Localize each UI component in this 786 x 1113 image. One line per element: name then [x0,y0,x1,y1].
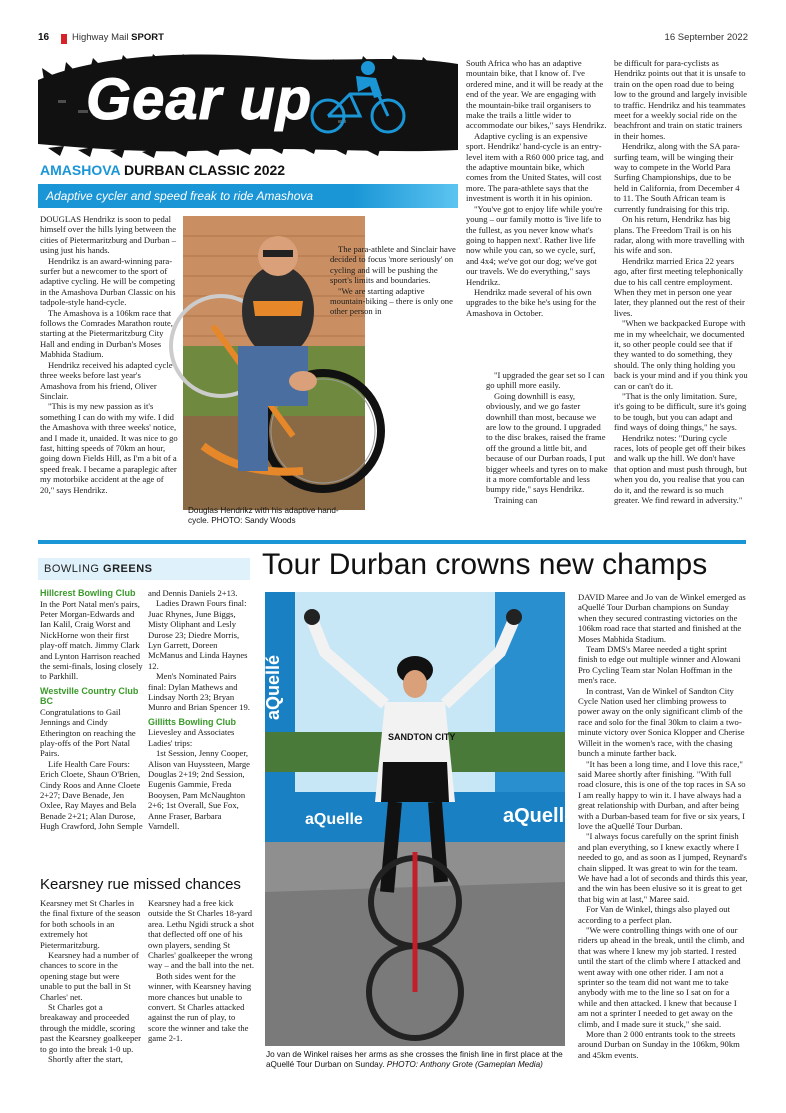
banner-sign-text: aQuellé [263,654,283,720]
paragraph: "When we backpacked Europe with me in my wheelchair, we documented it, so other people could see that if they wanted to do something, they should. The only thing holding you back is your mind and if you think you can or can't do it. [614,318,748,391]
paragraph: In the Port Natal men's pairs, Peter Morgan-Edwards and Ian Kalil, Craig Worst and NickHorne won their first play-off match. Jimmy Clark and Lynton Harrison reached the semi-finals, losing closely to Parkhill. [40,598,143,682]
kearsney-column-1 [40,898,142,1065]
gear-up-column-3 [466,58,608,318]
club-heading: Hillcrest Bowling Club [40,588,136,598]
page-number: 16 [38,32,50,43]
paragraph: More than 2 000 entrants took to the streets around Durban on Sunday in the 106km, 90km and 45km events. [578,1029,740,1060]
paragraph: Team DMS's Maree needed a tight sprint finish to edge out multiple winner and Alowani Pro Cycling Team star Nolan Hoffman in the men's race. [578,644,741,686]
paragraph: "I upgraded the gear set so I can go uphill more easily. [486,370,605,391]
paragraph: "I always focus carefully on the sprint finish and plan everything, so I knew exactly where I needed to go, and as soon as I jumped, Reynard's chain slipped. It was great to win for the team. We have had a lot of seconds and thirds this year, and the win has been elusive so it is great to get that big win at last," Maree said. [578,831,748,904]
bowling-column-2 [148,588,254,831]
issue-date: 16 September 2022 [664,32,748,43]
section-name [72,32,164,43]
paragraph: "We are starting adaptive mountain-biking – there is only one other person in [330,285,453,317]
club-heading: Westville Country Club BC [40,685,139,707]
banner-title: Gear up [86,67,313,132]
paragraph: "We were controlling things with one of our riders up ahead in the break, until the climb, and that was where I knew my job started. I rested until the start of the climb where I attacked and went away with one other rider. I am not a sprinter so the team did not want me to take anybody with me to the line so I sat on for a while and then attacked. I knew that because I am not a sprinter I needed to get away on the climb, and I made sure it stuck," she said. [578,925,745,1029]
section-color-bar [61,34,67,44]
paragraph: The Amashova is a 106km race that follows the Comrades Marathon route, starting at the Pietermaritzburg City Hall and ending in Durban's Moses Mabhida Stadium. [40,307,173,360]
page-header [38,30,748,48]
paragraph: In contrast, Van de Winkel of Sandton City Cycle Nation used her climbing prowess to power away on the only significant climb of the race and solo for the final 30km to claim a two-minute victory over Sonica Klopper and Cherise Willeit in the women's race, with the chasing bunch a minute farther back. [578,685,745,759]
kearsney-headline: Kearsney rue missed chances [40,876,241,893]
finish-line-photo [263,592,576,1046]
gear-up-column-4 [614,58,748,505]
publication-name: Highway Mail [72,32,132,43]
paragraph: South Africa who has an adaptive mountain bike, that I know of. I've ordered mine, and it will be ready at the end of the year. We are engaging with the mountain-bike trail organisers to make the trails a little wider to accommodate our bikes," says Hendrikz. [466,58,607,131]
banner-sign-text: aQuelle [305,811,363,828]
article-strap: Adaptive cycler and speed freak to ride Amashova [38,184,458,208]
gear-up-column-2 [330,244,458,317]
kicker-event-rest: DURBAN CLASSIC 2022 [120,162,286,178]
cyclist-finish-image [263,592,576,1046]
paragraph: Shortly after the start, [48,1054,123,1065]
paragraph: Kearsney met St Charles in the final fixture of the season for both schools in an extremely hot Pietermaritzburg. [40,898,141,950]
paragraph: "It has been a long time, and I love this race," said Maree shortly after finishing. "With full road closure, this is one of the top races in SA so I am really happy to win it. I have always had a great relationship with Durban, and after being with a Durban-based team for five or six years, I love the aQuellé Tour Durban. [578,758,746,831]
paragraph: The para-athlete and Sinclair have decided to focus 'more seriously' on cycling and will be pushing the sport's limits and boundaries. [330,244,456,286]
hand-cycle-photo-caption: Douglas Hendrikz with his adaptive hand-cycle. PHOTO: Sandy Woods [188,506,339,525]
section-divider [38,540,746,544]
section-label: SPORT [131,32,164,43]
paragraph: and Dennis Daniels 2+13. [148,588,238,598]
paragraph: Adaptive cycling is an expensive sport. Hendrikz' hand-cycle is an entry-level item with a R60 000 price tag, and the adaptive mountain bike, which comes from the United States, will cost more. The para-athlete says that the investment is worth it in his opinion. [466,130,604,204]
paragraph: Hendrikz notes: "During cycle races, lots of people get off their bikes and walk up the hill. We don't have that option and must push through, but when you do, you realise that you can do it, and the reward is so much greater. We find reward in adversity." [614,432,747,506]
paragraph: Kearsney had a number of chances to score in the opening stage but were unable to put the ball in St Charles' net. [40,950,139,1002]
bowling-head-light: BOWLING [44,563,104,575]
paragraph: "You've got to enjoy life while you're young – our family motto is 'live life to the fullest, as you never know what's going to happen next'. Rather live life now while you can, so we cycle, surf, and 4x4; we've got our dog; we've got our travels. We do everything," says Hendrikz. [466,203,603,287]
paragraph: DOUGLAS Hendrikz is soon to pedal himself over the hills lying between the cities of Pietermaritzburg and Durban – using just his hands. [40,214,177,256]
paragraph: Hendrikz is an award-winning para-surfer but a newcomer to the sport of adaptive cycling. He will be competing in the Amashova Durban Classic on his tadpole-style hand-cycle. [40,255,176,308]
paragraph: DAVID Maree and Jo van de Winkel emerged as aQuellé Tour Durban champions on Sunday when they secured contrasting victories on the 106km road race that started and finished at the Moses Mabhida Stadium. [578,592,746,644]
paragraph: Men's Nominated Pairs final: Dylan Mathews and Lindsay North 23; Bryan Munro and Brian Spencer 19. [148,671,250,713]
club-heading: Gillitts Bowling Club [148,716,236,727]
tour-durban-headline: Tour Durban crowns new champs [262,548,708,581]
paragraph: Hendrikz received his adapted cycle three weeks before last year's Amashova from his friend, Oliver Sinclair. [40,359,173,401]
paragraph: Congratulations to Gail Jennings and Cindy Etherington on reaching the play-offs of the Port Natal Pairs. [40,706,136,759]
paragraph: Kearsney had a free kick outside the St Charles 18-yard area. Lethu Ngidi struck a shot that deflected off one of his own players, sending St Charles' goalkeeper the wrong way – and the ball into the net. [148,898,254,971]
paragraph: For Van de Winkel, things also played out according to a perfect plan. [578,904,730,925]
gear-up-banner [38,50,458,158]
paragraph: Ladies Drawn Fours final: Juac Rhynes, June Biggs, Misty Oliphant and Lesly Durose 23; Diedre Morris, Lyn Garrett, Doreen McManus and Linda Haynes 12. [148,598,248,671]
paragraph: Hendrikz married Erica 22 years ago, after first meeting telephonically due to his call centre employment. When they met in person one year later, they planned out the rest of their lives. [614,255,745,318]
tour-durban-column [578,592,748,1060]
paragraph: Going downhill is easy, obviously, and we go faster downhill than most, because we are low to the ground. I upgraded to the disc brakes, raised the frame off the ground a little bit, and because of our Durban roads, I put bigger wheels and tyres on to make it a more comfortable and less bumpy ride," says Hendrikz. [486,390,608,495]
event-kicker [40,162,285,178]
paragraph: Life Health Care Fours: Erich Cloete, Shaun O'Brien, Cindy Roos and Anne Cloete 2+27; Dave Benade, Jen Oxlee, Ray Mayes and Bela Benade 2+21; Alan Durose, Hugh Crawford, John Semple [40,758,143,832]
finish-line-photo-caption [266,1050,566,1070]
bowling-head-bold: GREENS [103,563,153,575]
paragraph: "This is my new passion as it's something I can do with my wife. I did the Amashova with three weeks' notice, and I made it, unaided. It was nice to go fast, hitting speeds of 70km an hour, going down Fields Hill, as I'm a bit of a speed freak. I became a paraplegic after my motorbike accident at the age of 20," says Hendrikz. [40,401,178,495]
paragraph: St Charles got a breakaway and proceeded through the middle, scoring past the Kearsney goalkeeper to go into the break 1-0 up. [40,1002,141,1054]
banner-sign-text: aQuellé [503,805,576,827]
paragraph: On his return, Hendrikz has big plans. The Freedom Trail is on his radar, along with more travelling with his wife and son. [614,214,745,256]
paragraph: "That is the only limitation. Sure, it's going to be difficult, sure it's going to be tough, but you can adapt and find ways of doing things," he says. [614,391,747,433]
gear-up-column-3-wrap [486,370,608,505]
kicker-event-name: AMASHOVA [40,162,121,178]
paragraph: Hendrikz, along with the SA para-surfing team, will be winging their way to compete in the World Para Surfing Championships, due to be held in California, from December 4 to 11. The South African team is currently fundraising for this trip. [614,141,740,214]
paragraph: Training can [494,494,538,505]
jersey-text: SANDTON CITY [388,732,456,742]
gear-up-column-1 [40,214,178,495]
paragraph: Hendrikz made several of his own upgrades to the bike he's using for the Amashova in October. [466,286,597,318]
paragraph: 1st Session, Jenny Cooper, Alison van Huyssteen, Marge Douglas 2+19; 2nd Session, Eugenis Gammie, Freda Booysen, Pam McNaughton 2+6; 1st Overall, Sue Fox, Anne Fraser, Barbara Varndell. [148,748,250,832]
caption-text: Jo van de Winkel raises her arms as she crosses the finish line in first place at the aQuellé Tour Durban on Sunday. [266,1050,563,1069]
bowling-column-1 [40,588,146,832]
kearsney-column-2 [148,898,254,1044]
paragraph: Both sides went for the winner, with Kearsney having more chances but unable to convert. St Charles attacked against the run of play, to score the winner and take the game 2-1. [148,970,252,1044]
caption-credit: PHOTO: Anthony Grote (Gameplan Media) [386,1060,543,1069]
paragraph: be difficult for para-cyclists as Hendrikz points out that it is unsafe to train on the open road due to being low to the ground and largely invisible to traffic. Hendrikz and his teammates meet for a weekly social ride on the beachfront and train on static trainers in their homes. [614,58,748,141]
bowling-greens-header [38,558,250,580]
paragraph: Lievesley and Associates Ladies' trips: [148,727,235,748]
